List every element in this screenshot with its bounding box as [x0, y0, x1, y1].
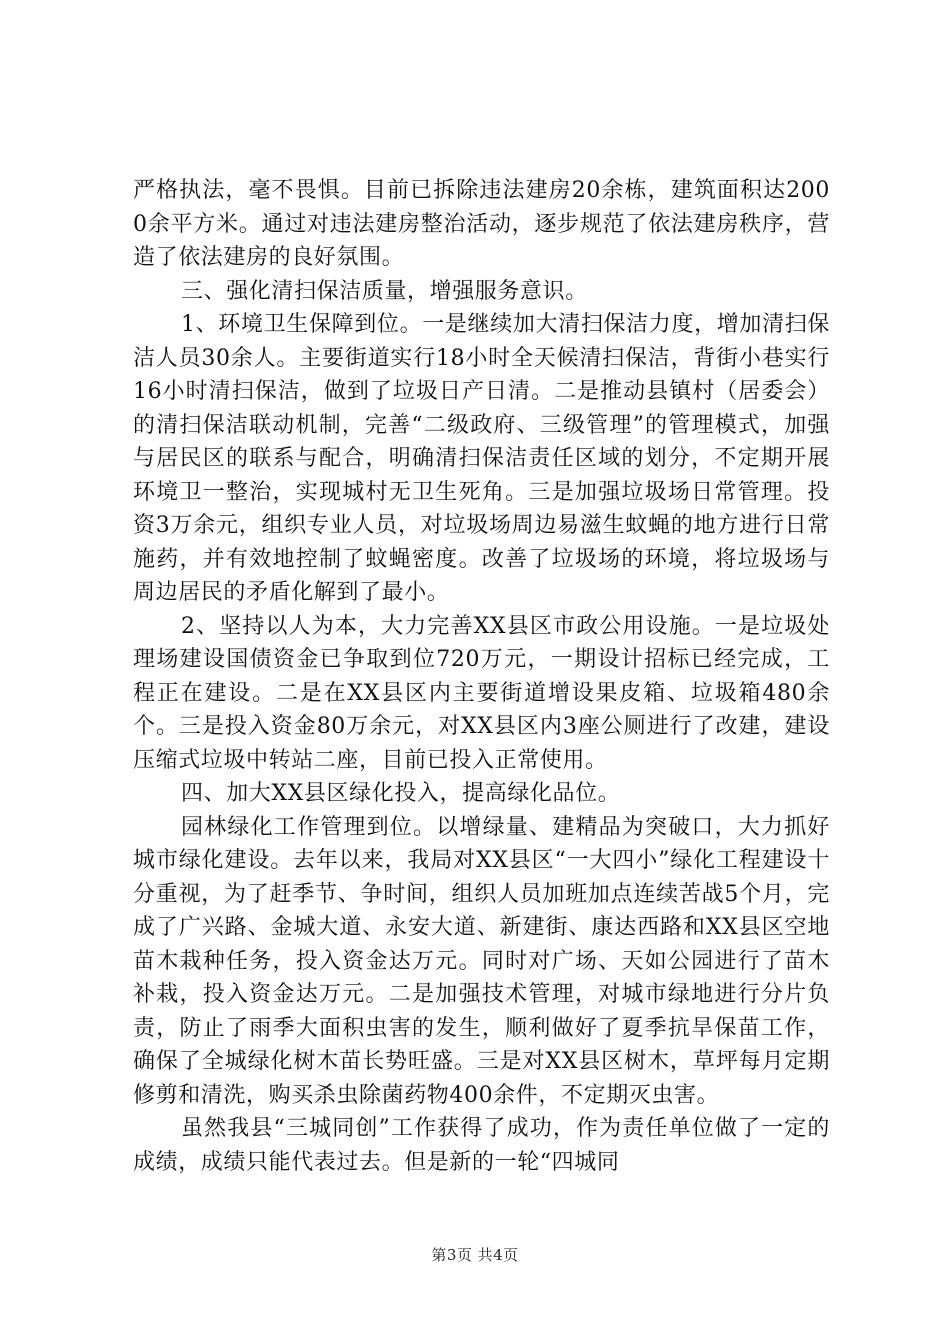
heading-section-three: 三、强化清扫保洁质量，增强服务意识。: [181, 278, 588, 304]
paragraph-demolition-summary: 严格执法，毫不畏惧。目前已拆除违法建房20余栋，建筑面积达2000余平方米。通过对违法建房整治活动，逐步规范了依法建房秩序，营造了依法建房的良好氛围。: [133, 178, 830, 270]
paragraph-greening: 园林绿化工作管理到位。以增绿量、建精品为突破口，大力抓好城市绿化建设。去年以来，我局对XX县区“一大四小”绿化工程建设十分重视，为了赶季节、争时间，组织人员加班加点连续苦战5个月，完成了广兴路、金城大道、永安大道、新建街、康达西路和XX县区空地苗木栽种任务，投入资金达万元。同时对广场、天如公园进行了苗木补栽，投入资金达万元。二是加强技术管理，对城市绿地进行分片负责，防止了雨季大面积虫害的发生，顺利做好了夏季抗旱保苗工作，确保了全城绿化树木苗长势旺盛。三是对XX县区树木，草坪每月定期修剪和清洗，购买杀虫除菌药物400余件，不定期灭虫害。: [133, 814, 830, 1108]
heading-section-four: 四、加大XX县区绿化投入，提高绿化品位。: [181, 781, 621, 806]
paragraph-conclusion: 虽然我县“三城同创”工作获得了成功，作为责任单位做了一定的成绩，成绩只能代表过去。但是新的一轮“四城同: [133, 1116, 830, 1175]
paragraph-sanitation: 1、环境卫生保障到位。一是继续加大清扫保洁力度，增加清扫保洁人员30余人。主要街道实行18小时全天候清扫保洁，背街小巷实行16小时清扫保洁，做到了垃圾日产日清。二是推动县镇村（居委会）的清扫保洁联动机制，完善“二级政府、三级管理”的管理模式，加强与居民区的联系与配合，明确清扫保洁责任区域的划分，不定期开展环境卫一整治，实现城村无卫生死角。三是加强垃圾场日常管理。投资3万余元，组织专业人员，对垃圾场周边易滋生蚊蝇的地方进行日常施药，并有效地控制了蚊蝇密度。改善了垃圾场的环境，将垃圾场与周边居民的矛盾化解到了最小。: [133, 312, 830, 605]
paragraph-public-facilities: 2、坚持以人为本，大力完善XX县区市政公用设施。一是垃圾处理场建设国债资金已争取到位720万元，一期设计招标已经完成，工程正在建设。二是在XX县区内主要街道增设果皮箱、垃圾箱480余个。三是投入资金80万余元，对XX县区内3座公厕进行了改建，建设压缩式垃圾中转站二座，目前已投入正常使用。: [133, 613, 830, 773]
page-number-footer: 第3页 共4页: [431, 1246, 519, 1264]
document-body: [133, 174, 830, 1179]
